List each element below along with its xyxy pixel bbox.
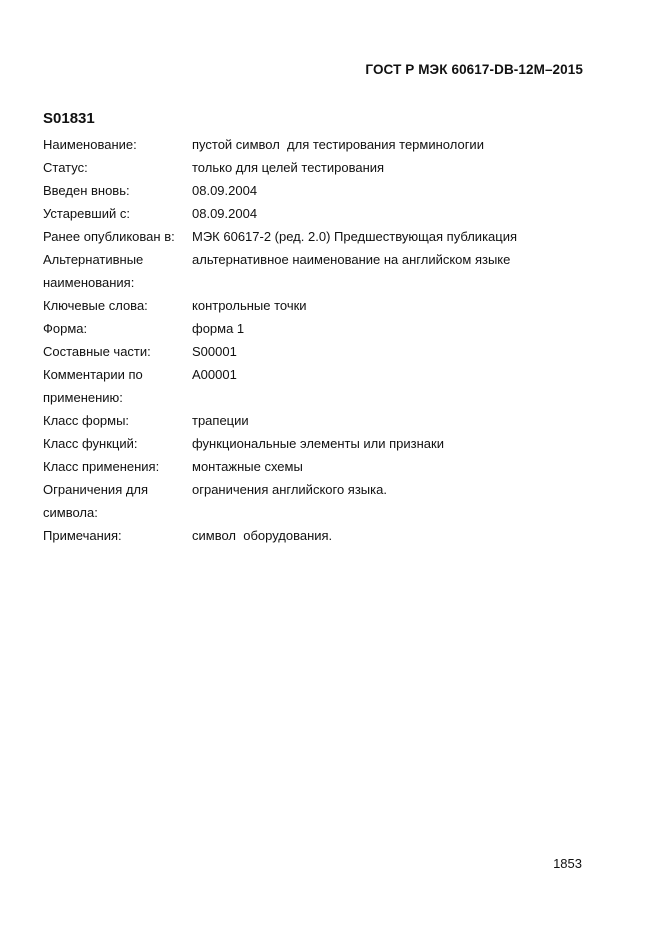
- field-value: альтернативное наименование на английском языке: [192, 252, 511, 267]
- field-row: [43, 225, 603, 248]
- field-value: [192, 386, 603, 409]
- field-row: [43, 317, 603, 340]
- field-row: [43, 432, 603, 455]
- field-label: Ранее опубликован в:: [43, 229, 175, 244]
- field-value: трапеции: [192, 413, 249, 428]
- field-label: Введен вновь:: [43, 183, 130, 198]
- field-value: только для целей тестирования: [192, 160, 385, 175]
- field-label: Альтернативные: [43, 252, 144, 267]
- field-row: [43, 133, 603, 156]
- field-row: [43, 409, 603, 432]
- field-value: МЭК 60617-2 (ред. 2.0) Предшествующая публикация: [192, 229, 518, 244]
- field-value: S00001: [192, 344, 237, 359]
- field-label: Класс применения:: [43, 459, 160, 474]
- field-row: [43, 340, 603, 363]
- field-row: [43, 248, 603, 271]
- field-value: [192, 501, 603, 524]
- field-label: Комментарии по: [43, 367, 143, 382]
- field-row: [43, 478, 603, 501]
- field-row: [43, 156, 603, 179]
- field-value: пустой символ для тестирования терминологии: [192, 137, 484, 152]
- field-label: Класс функций:: [43, 436, 138, 451]
- symbol-code: S01831: [43, 110, 95, 127]
- field-value: 08.09.2004: [192, 206, 258, 221]
- field-label: символа:: [43, 505, 98, 520]
- document-header: ГОСТ Р МЭК 60617-DB-12M–2015: [365, 62, 583, 77]
- field-list: [43, 133, 603, 547]
- field-row: [43, 501, 603, 524]
- field-label: применению:: [43, 390, 123, 405]
- field-value: ограничения английского языка.: [192, 482, 387, 497]
- field-value: символ оборудования.: [192, 528, 333, 543]
- field-value: контрольные точки: [192, 298, 307, 313]
- field-label: Статус:: [43, 160, 88, 175]
- page-number: 1853: [553, 856, 582, 871]
- field-value: 08.09.2004: [192, 183, 258, 198]
- field-row: [43, 386, 603, 409]
- field-row: [43, 202, 603, 225]
- field-value: форма 1: [192, 321, 245, 336]
- field-label: Ограничения для: [43, 482, 149, 497]
- field-row: [43, 271, 603, 294]
- field-label: Класс формы:: [43, 413, 130, 428]
- field-label: Наименование:: [43, 137, 137, 152]
- field-label: Примечания:: [43, 528, 122, 543]
- field-label: наименования:: [43, 275, 135, 290]
- field-row: [43, 179, 603, 202]
- field-value: A00001: [192, 367, 237, 382]
- field-row: [43, 294, 603, 317]
- field-label: Ключевые слова:: [43, 298, 148, 313]
- field-label: Форма:: [43, 321, 88, 336]
- field-row: [43, 524, 603, 547]
- field-row: [43, 363, 603, 386]
- field-value: монтажные схемы: [192, 459, 303, 474]
- field-row: [43, 455, 603, 478]
- field-value: [192, 271, 603, 294]
- field-label: Устаревший с:: [43, 206, 130, 221]
- field-label: Составные части:: [43, 344, 151, 359]
- field-value: функциональные элементы или признаки: [192, 436, 444, 451]
